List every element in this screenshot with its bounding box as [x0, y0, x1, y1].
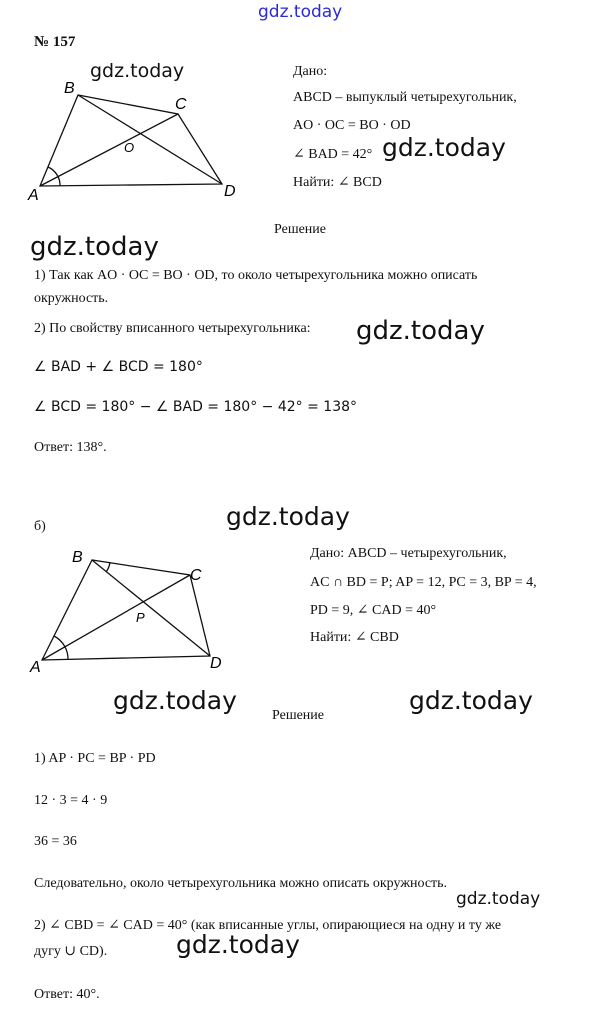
watermark-solution-a-2: gdz.today — [356, 316, 485, 346]
watermark-given-a: gdz.today — [382, 133, 506, 162]
solution-b-calc2: 36 = 36 — [34, 834, 77, 849]
point-c-label: C — [175, 96, 187, 113]
diagonal-ac — [40, 114, 178, 186]
solution-b-step2-line2: дугу ∪ CD). — [34, 944, 108, 959]
point-p-label: P — [136, 610, 145, 625]
problem-number: № 157 — [34, 34, 76, 50]
watermark-top: gdz.today — [258, 2, 343, 22]
angle-bad-arc — [48, 167, 60, 186]
angle-cbd-arc — [106, 562, 110, 572]
given-b-line1: Дано: ABCD – четырехугольник, — [310, 546, 507, 561]
solution-b-step2-line1: 2) ∠ CBD = ∠ CAD = 40° (как вписанные углы, опирающиеся на одну и ту же — [34, 918, 502, 933]
point-o-label: O — [124, 140, 135, 155]
given-a-line1: ABCD – выпуклый четырехугольник, — [293, 90, 517, 105]
solution-a-answer: Ответ: 138°. — [34, 440, 107, 455]
solution-a-eq1: ∠ BAD + ∠ BCD = 180° — [34, 359, 203, 375]
part-b-label: б) — [34, 519, 46, 534]
solution-b-title: Решение — [272, 708, 325, 723]
watermark-solution-b-1: gdz.today — [113, 686, 237, 715]
given-b-find: Найти: ∠ CBD — [310, 630, 399, 645]
watermark-bottom-small: gdz.today — [456, 889, 541, 909]
given-b-line2: AC ∩ BD = P; AP = 12, PC = 3, BP = 4, — [310, 575, 537, 590]
given-a-line3: ∠ BAD = 42° — [293, 147, 373, 162]
solution-a-title: Решение — [274, 222, 327, 237]
solution-b-conclusion: Следовательно, около четырехугольника можно описать окружность. — [34, 876, 448, 891]
given-a-find: Найти: ∠ BCD — [293, 175, 382, 190]
point-d-label: D — [224, 183, 236, 200]
given-a-header: Дано: — [293, 64, 328, 79]
point-a-label-b: A — [30, 659, 41, 676]
watermark-solution-a-1: gdz.today — [30, 232, 159, 262]
figure-b — [0, 530, 300, 690]
given-a-line2: AO · OC = BO · OD — [293, 118, 411, 133]
given-b-line3: PD = 9, ∠ CAD = 40° — [310, 603, 437, 618]
figure-a — [0, 0, 300, 215]
solution-b-answer: Ответ: 40°. — [34, 987, 100, 1002]
watermark-middle: gdz.today — [226, 502, 350, 531]
solution-a-step1-line2: окружность. — [34, 291, 109, 306]
diagonal-ac-b — [42, 575, 190, 660]
solution-b-step1: 1) AP · PC = BP · PD — [34, 751, 156, 766]
point-b-label-b: B — [72, 549, 83, 566]
solution-a-step2: 2) По свойству вписанного четырехугольника: — [34, 321, 311, 336]
point-a-label: A — [28, 187, 39, 204]
solution-a-eq2: ∠ BCD = 180° − ∠ BAD = 180° − 42° = 138° — [34, 399, 358, 415]
watermark-solution-b-2: gdz.today — [409, 686, 533, 715]
watermark-bottom: gdz.today — [176, 930, 300, 959]
solution-b-calc1: 12 · 3 = 4 · 9 — [34, 793, 108, 808]
solution-a-step1-line1: 1) Так как AO · OC = BO · OD, то около четырехугольника можно описать — [34, 268, 478, 283]
point-b-label: B — [64, 80, 75, 97]
angle-cad-arc — [54, 636, 68, 660]
point-d-label-b: D — [210, 655, 222, 672]
point-c-label-b: C — [190, 567, 202, 584]
watermark-figure-a: gdz.today — [90, 60, 185, 82]
